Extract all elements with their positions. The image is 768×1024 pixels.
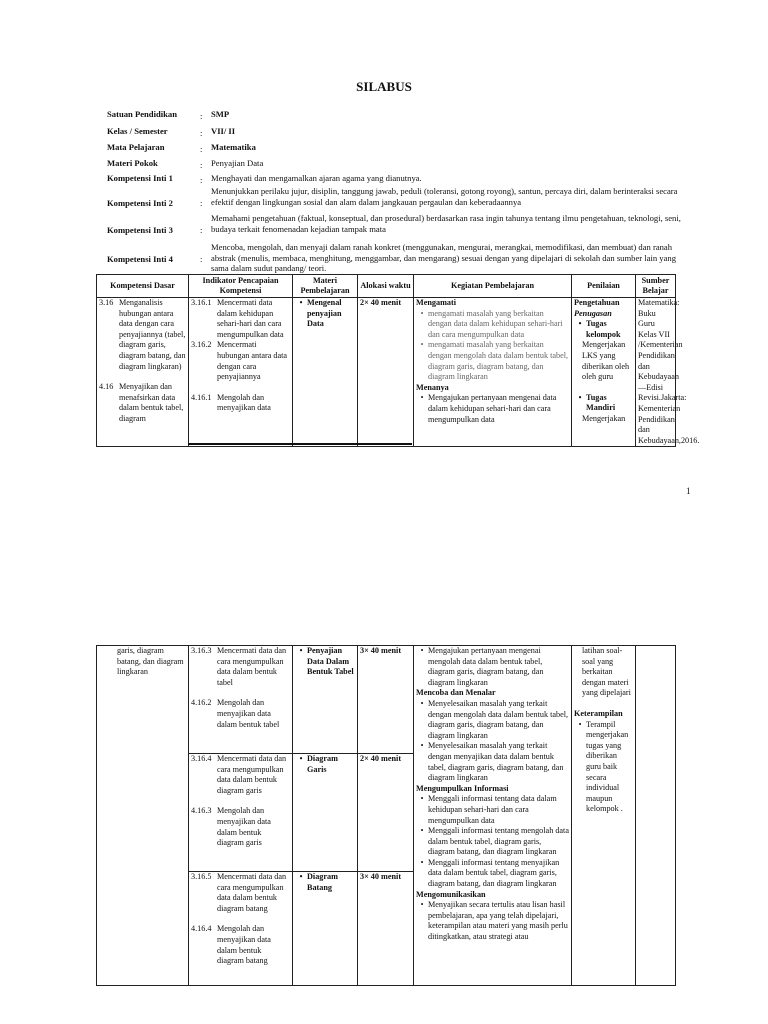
kegiatan-heading: Mencoba dan Menalar bbox=[416, 688, 496, 698]
header-kegiatan: Kegiatan Pembelajaran bbox=[414, 275, 572, 298]
kegiatan-item: • Menggali informasi tentang menyajikan data dalam bentuk tabel, diagram garis, diagram batang, dan diagram lingkaran bbox=[420, 857, 560, 889]
kegiatan-item: • mengamati masalah yang berkaitan dengan data dalam kehidupan sehari-hari dan cara mengumpulkan data bbox=[420, 308, 563, 339]
indikator-item: 4.16.4 Mengolah dan menyajikan data dalam bentuk diagram batang bbox=[191, 924, 271, 966]
alokasi-cell: 3× 40 menit bbox=[358, 646, 414, 754]
kd-item: 3.16 Menganalisis hubungan antara data dengan cara penyajiannya (tabel, diagram garis, diagram batang, dan diagram lingkaran) bbox=[99, 298, 186, 371]
header-colon: : bbox=[200, 144, 203, 154]
materi-cell: • Penyajian Data Dalam Bentuk Tabel bbox=[293, 646, 358, 754]
kegiatan-heading: Mengomunikasikan bbox=[416, 889, 486, 899]
header-colon: : bbox=[200, 225, 203, 235]
materi-cell: • Diagram Batang bbox=[293, 872, 358, 986]
kegiatan-item: • mengamati masalah yang berkaitan dengan mengolah data dalam bentuk tabel, diagram garis, diagram batang, dan diagram lingkaran bbox=[420, 340, 569, 382]
kd-item: 4.16 Menyajikan dan menafsirkan data dalam bentuk tabel, diagram bbox=[99, 382, 184, 423]
alokasi-cell: 3× 40 menit bbox=[358, 872, 414, 986]
kegiatan-cell bbox=[414, 298, 572, 447]
header-value: Mencoba, mengolah, dan menyaji dalam ranah konkret (menggunakan, mengurai, merangkai, memodifikasi, dan membuat) dan ranah abstrak (menulis, membaca, menghitung, menggambar, dan mengarang) sesuai dengan yang dipelajari di sekolah dan sumber lain yang sama dalam sudut pandang/ teori. bbox=[211, 242, 677, 273]
materi-text: Mengenal penyajian Data bbox=[307, 298, 342, 329]
indikator-cell bbox=[189, 298, 293, 447]
header-label: Kompetensi Inti 4 bbox=[107, 254, 173, 264]
indikator-cell bbox=[189, 646, 293, 754]
kegiatan-item: • Mengajukan pertanyaan mengenai data dalam kehidupan sehari-hari dan cara mengumpulkan data bbox=[420, 393, 557, 424]
kegiatan-item: • Menyelesaikan masalah yang terkait dengan mengolah data dalam bentuk tabel, diagram garis, diagram batang, dan diagram lingkaran bbox=[420, 698, 569, 740]
indikator-item: 3.16.3 Mencermati data dan cara mengumpulkan data dalam bentuk tabel bbox=[191, 646, 287, 687]
sumber-cell bbox=[636, 646, 676, 986]
table-row bbox=[97, 298, 676, 447]
materi-cell: • Diagram Garis bbox=[293, 754, 358, 872]
alokasi-cell: 2× 40 menit bbox=[358, 754, 414, 872]
header-label: Mata Pelajaran bbox=[107, 142, 165, 152]
sumber-cell: Matematika: Buku Guru Kelas VII /Kementerian Pendidikan dan Kebudayaan —Edisi Revisi.Jakarta: Kementerian Pendidikan dan Kebudayaan,2016. bbox=[636, 298, 676, 447]
indikator-item: 3.16.1 Mencermati data dalam kehidupan sehari-hari dan cara mengumpulkan data bbox=[191, 298, 284, 339]
syllabus-table-page2 bbox=[96, 645, 676, 986]
penilaian-cell: latihan soal-soal yang berkaitan dengan materi yang dipelajari Keterampilan • Terampil mengerjakan tugas yang diberikan guru baik secara individual maupun kelompok . bbox=[572, 646, 636, 986]
alokasi-cell: 2× 40 menit bbox=[358, 298, 414, 447]
header-colon: : bbox=[200, 254, 203, 264]
kegiatan-item: • Menyajikan secara tertulis atau lisan hasil pembelajaran, apa yang telah dipelajari, keterampilan atau materi yang masih perlu ditingkatkan, atau strategi atau bbox=[420, 900, 568, 942]
header-colon: : bbox=[200, 111, 203, 121]
header-value: Penyajian Data bbox=[211, 158, 264, 168]
header-value: VII/ II bbox=[211, 126, 236, 136]
indikator-cell bbox=[189, 872, 293, 986]
table-row bbox=[97, 646, 676, 754]
indikator-item: 3.16.4 Mencermati data dan cara mengumpulkan data dalam bentuk diagram garis bbox=[191, 754, 287, 795]
kegiatan-cell bbox=[414, 646, 572, 986]
header-penilaian: Penilaian bbox=[572, 275, 636, 298]
header-value: Menghayati dan mengamalkan ajaran agama yang dianutnya. bbox=[211, 173, 422, 183]
table-header-row bbox=[97, 275, 676, 298]
page-title: SILABUS bbox=[356, 79, 412, 94]
header-label: Materi Pokok bbox=[107, 158, 158, 168]
header-materi: Materi Pembelajaran bbox=[293, 275, 358, 298]
kd-cell: garis, diagram batang, dan diagram lingkaran bbox=[97, 646, 189, 986]
header-alokasi: Alokasi waktu bbox=[358, 275, 414, 298]
indikator-cell bbox=[189, 754, 293, 872]
header-label: Kompetensi Inti 1 bbox=[107, 173, 173, 183]
header-colon: : bbox=[200, 128, 203, 138]
header-value: SMP bbox=[211, 109, 230, 119]
header-colon: : bbox=[200, 160, 203, 170]
kegiatan-item: • Menggali informasi tentang mengolah data dalam bentuk tabel, diagram garis, diagram batang, dan diagram lingkaran bbox=[420, 826, 569, 857]
kegiatan-item: • Menggali informasi tentang data dalam kehidupan sehari-hari dan cara mengumpulkan data bbox=[420, 794, 557, 825]
kegiatan-heading: Mengumpulkan Informasi bbox=[416, 783, 509, 793]
header-label: Kelas / Semester bbox=[107, 126, 168, 136]
syllabus-table-page1 bbox=[96, 274, 700, 447]
page-number: 1 bbox=[686, 486, 691, 496]
header-kompetensi-dasar: Kompetensi Dasar bbox=[97, 275, 189, 298]
indikator-item: 4.16.2 Mengolah dan menyajikan data dalam bentuk tabel bbox=[191, 698, 280, 729]
kegiatan-item: • Menyelesaikan masalah yang terkait dengan menyajikan data dalam bentuk tabel, diagram garis, diagram batang, dan diagram lingkaran bbox=[420, 741, 564, 783]
kegiatan-item: • Mengajukan pertanyaan mengenai mengolah data dalam bentuk tabel, diagram garis, diagram batang, dan diagram lingkaran bbox=[420, 646, 544, 687]
kegiatan-heading: Mengamati bbox=[416, 298, 457, 307]
header-value: Menunjukkan perilaku jujur, disiplin, tanggung jawab, peduli (toleransi, gotong royong), santun, percaya diri, dalam berinteraksi secara efektif dengan lingkungan sosial dan alam dalam jangkauan pergaulan dan keberadaannya bbox=[211, 186, 678, 207]
penilaian-cell: Pengetahuan Penugasan • Tugas kelompok Mengerjakan LKS yang diberikan oleh oleh guru • Tugas Mandiri Mengerjakan bbox=[572, 298, 636, 447]
header-label: Kompetensi Inti 2 bbox=[107, 198, 173, 208]
indikator-item: 4.16.3 Mengolah dan menyajikan data dalam bentuk diagram garis bbox=[191, 806, 271, 848]
materi-cell: • Mengenal penyajian Data bbox=[293, 298, 358, 447]
header-value: Matematika bbox=[211, 142, 256, 152]
kd-cell bbox=[97, 298, 189, 447]
header-indikator: Indikator Pencapaian Kompetensi bbox=[189, 275, 293, 298]
kegiatan-heading: Menanya bbox=[416, 382, 449, 392]
header-label: Kompetensi Inti 3 bbox=[107, 225, 173, 235]
header-sumber: Sumber Belajar bbox=[636, 275, 676, 298]
indikator-item: 3.16.2 Mencermati hubungan antara data dengan cara penyajiannya bbox=[191, 340, 288, 382]
indikator-item: 3.16.5 Mencermati data dan cara mengumpulkan data dalam bentuk diagram batang bbox=[191, 872, 287, 913]
header-colon: : bbox=[200, 198, 203, 208]
header-colon: : bbox=[200, 175, 203, 185]
divider bbox=[188, 443, 412, 445]
indikator-item: 4.16.1 Mengolah dan menyajikan data bbox=[191, 392, 271, 413]
header-label: Satuan Pendidikan bbox=[107, 109, 177, 119]
header-value: Memahami pengetahuan (faktual, konseptual, dan prosedural) berdasarkan rasa ingin tahunya tentang ilmu pengetahuan, teknologi, seni, budaya terkait fenomenadan kejadian tampak mata bbox=[211, 213, 681, 234]
